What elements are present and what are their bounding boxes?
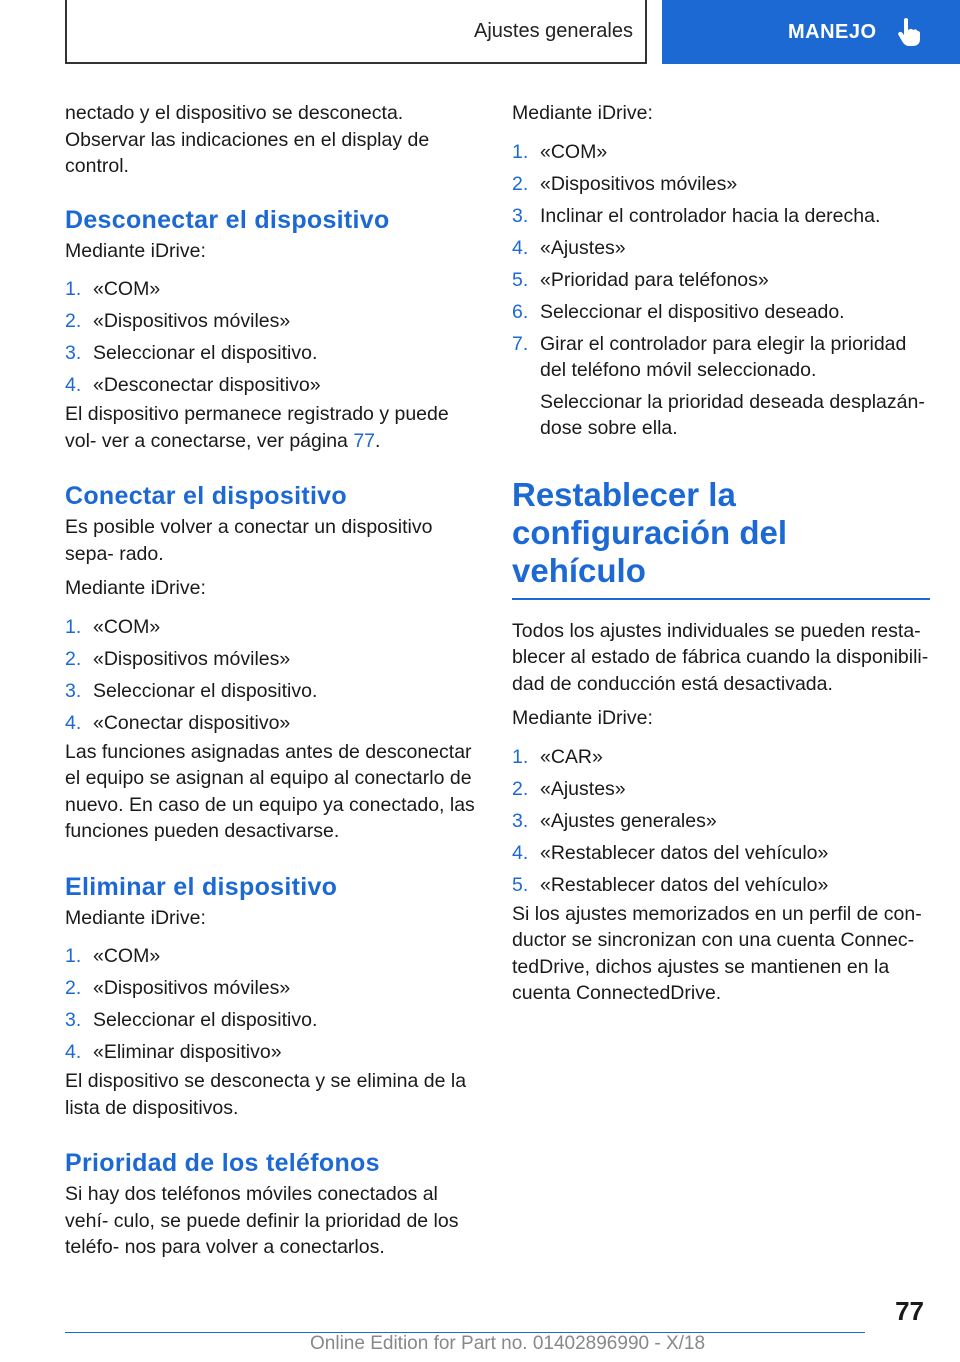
heading-remove: Eliminar el dispositivo: [65, 872, 338, 901]
connect-steps: [65, 614, 483, 737]
priority-desc: Si hay dos teléfonos móviles conectados al vehí‐ culo, se puede definir la prioridad de los teléfo‐ nos para volver a conectarlos.: [65, 1183, 459, 1258]
pointing-hand-icon: [897, 17, 921, 47]
header-section-title: [65, 0, 647, 64]
list-item: 6. Seleccionar el dispositivo deseado.: [512, 300, 845, 323]
list-item: 3. Inclinar el controlador hacia la derecha.: [512, 204, 881, 227]
list-item: 4. «Conectar dispositivo»: [65, 711, 291, 734]
list-item: 2. «Dispositivos móviles»: [65, 647, 291, 670]
list-item: 4. «Desconectar dispositivo»: [65, 374, 321, 396]
page-number: 77: [895, 1296, 924, 1326]
chapter-tab: [662, 0, 960, 64]
chapter-tab-label: MANEJO: [788, 20, 877, 43]
priority-via: Mediante iDrive:: [512, 102, 653, 124]
list-item: 1. «COM»: [512, 140, 608, 163]
priority-steps: [512, 139, 930, 442]
list-item: 4. «Ajustes»: [512, 236, 626, 259]
disconnect-note: El dispositivo permanece registrado y puede vol‐ ver a conectarse, ver página 77.: [65, 403, 449, 452]
list-item: 7. Girar el controlador para elegir la prioridad del teléfono móvil seleccionado. Seleccionar la prioridad deseada desplazán‐ dose sobre ella.: [512, 331, 930, 442]
reset-via: Mediante iDrive:: [512, 707, 653, 729]
heading-reset: Restablecer la configuración del vehículo: [512, 475, 788, 589]
list-item: 3. Seleccionar el dispositivo.: [65, 342, 318, 364]
list-item: 1. «COM»: [65, 945, 161, 967]
connect-note: Las funciones asignadas antes de desconectar el equipo se asignan al equipo al conectarlo de nuevo. En caso de un equipo ya conectado, las funciones pueden desactivarse.: [65, 740, 475, 842]
heading-priority: Prioridad de los teléfonos: [65, 1149, 380, 1177]
heading-disconnect: Desconectar el dispositivo: [65, 205, 390, 234]
heading-connect: Conectar el dispositivo: [65, 482, 347, 510]
connect-desc: Es posible volver a conectar un dispositivo sepa‐ rado.: [65, 516, 433, 565]
disconnect-via: Mediante iDrive:: [65, 239, 206, 262]
step-subnote: Seleccionar la prioridad deseada desplazán‐ dose sobre ella.: [540, 390, 925, 439]
list-item: 4. «Eliminar dispositivo»: [65, 1041, 282, 1063]
list-item: 1. «COM»: [65, 278, 161, 300]
list-item: 2. «Dispositivos móviles»: [512, 172, 738, 195]
list-item: 3. Seleccionar el dispositivo.: [65, 1009, 318, 1031]
reset-note: Si los ajustes memorizados en un perfil de con‐ ductor se sincronizan con una cuenta Connec‐ tedDrive, dichos ajustes se mantienen en la cuenta ConnectedDrive.: [512, 902, 922, 1004]
heading-rule: [512, 598, 930, 600]
left-column: [65, 100, 483, 1261]
remove-steps: [65, 943, 483, 1066]
list-item: 1. «COM»: [65, 615, 161, 638]
list-item: 1. «CAR»: [512, 745, 603, 768]
intro-text: nectado y el dispositivo se desconecta. Observar las indicaciones en el display de control.: [65, 102, 430, 177]
footer-edition: Online Edition for Part no. 01402896990 - X/18: [310, 1333, 706, 1354]
right-column: [512, 100, 930, 1007]
connect-via: Mediante iDrive:: [65, 577, 206, 599]
list-item: 5. «Prioridad para teléfonos»: [512, 268, 769, 291]
remove-via: Mediante iDrive:: [65, 906, 206, 929]
page-link[interactable]: 77: [353, 429, 376, 452]
reset-desc: Todos los ajustes individuales se pueden resta‐ blecer al estado de fábrica cuando la disponibili‐ dad de conducción está desactivada.: [512, 619, 929, 695]
list-item: 3. Seleccionar el dispositivo.: [65, 679, 318, 702]
list-item: 2. «Dispositivos móviles»: [65, 977, 291, 999]
section-title: Ajustes generales: [474, 19, 633, 42]
list-item: 2. «Ajustes»: [512, 777, 626, 800]
reset-steps: [512, 744, 930, 899]
list-item: 3. «Ajustes generales»: [512, 809, 717, 832]
list-item: 5. «Restablecer datos del vehículo»: [512, 873, 829, 896]
list-item: 2. «Dispositivos móviles»: [65, 310, 291, 332]
remove-note: El dispositivo se desconecta y se elimina de la lista de dispositivos.: [65, 1070, 467, 1119]
disconnect-steps: [65, 276, 483, 399]
list-item: 4. «Restablecer datos del vehículo»: [512, 841, 829, 864]
